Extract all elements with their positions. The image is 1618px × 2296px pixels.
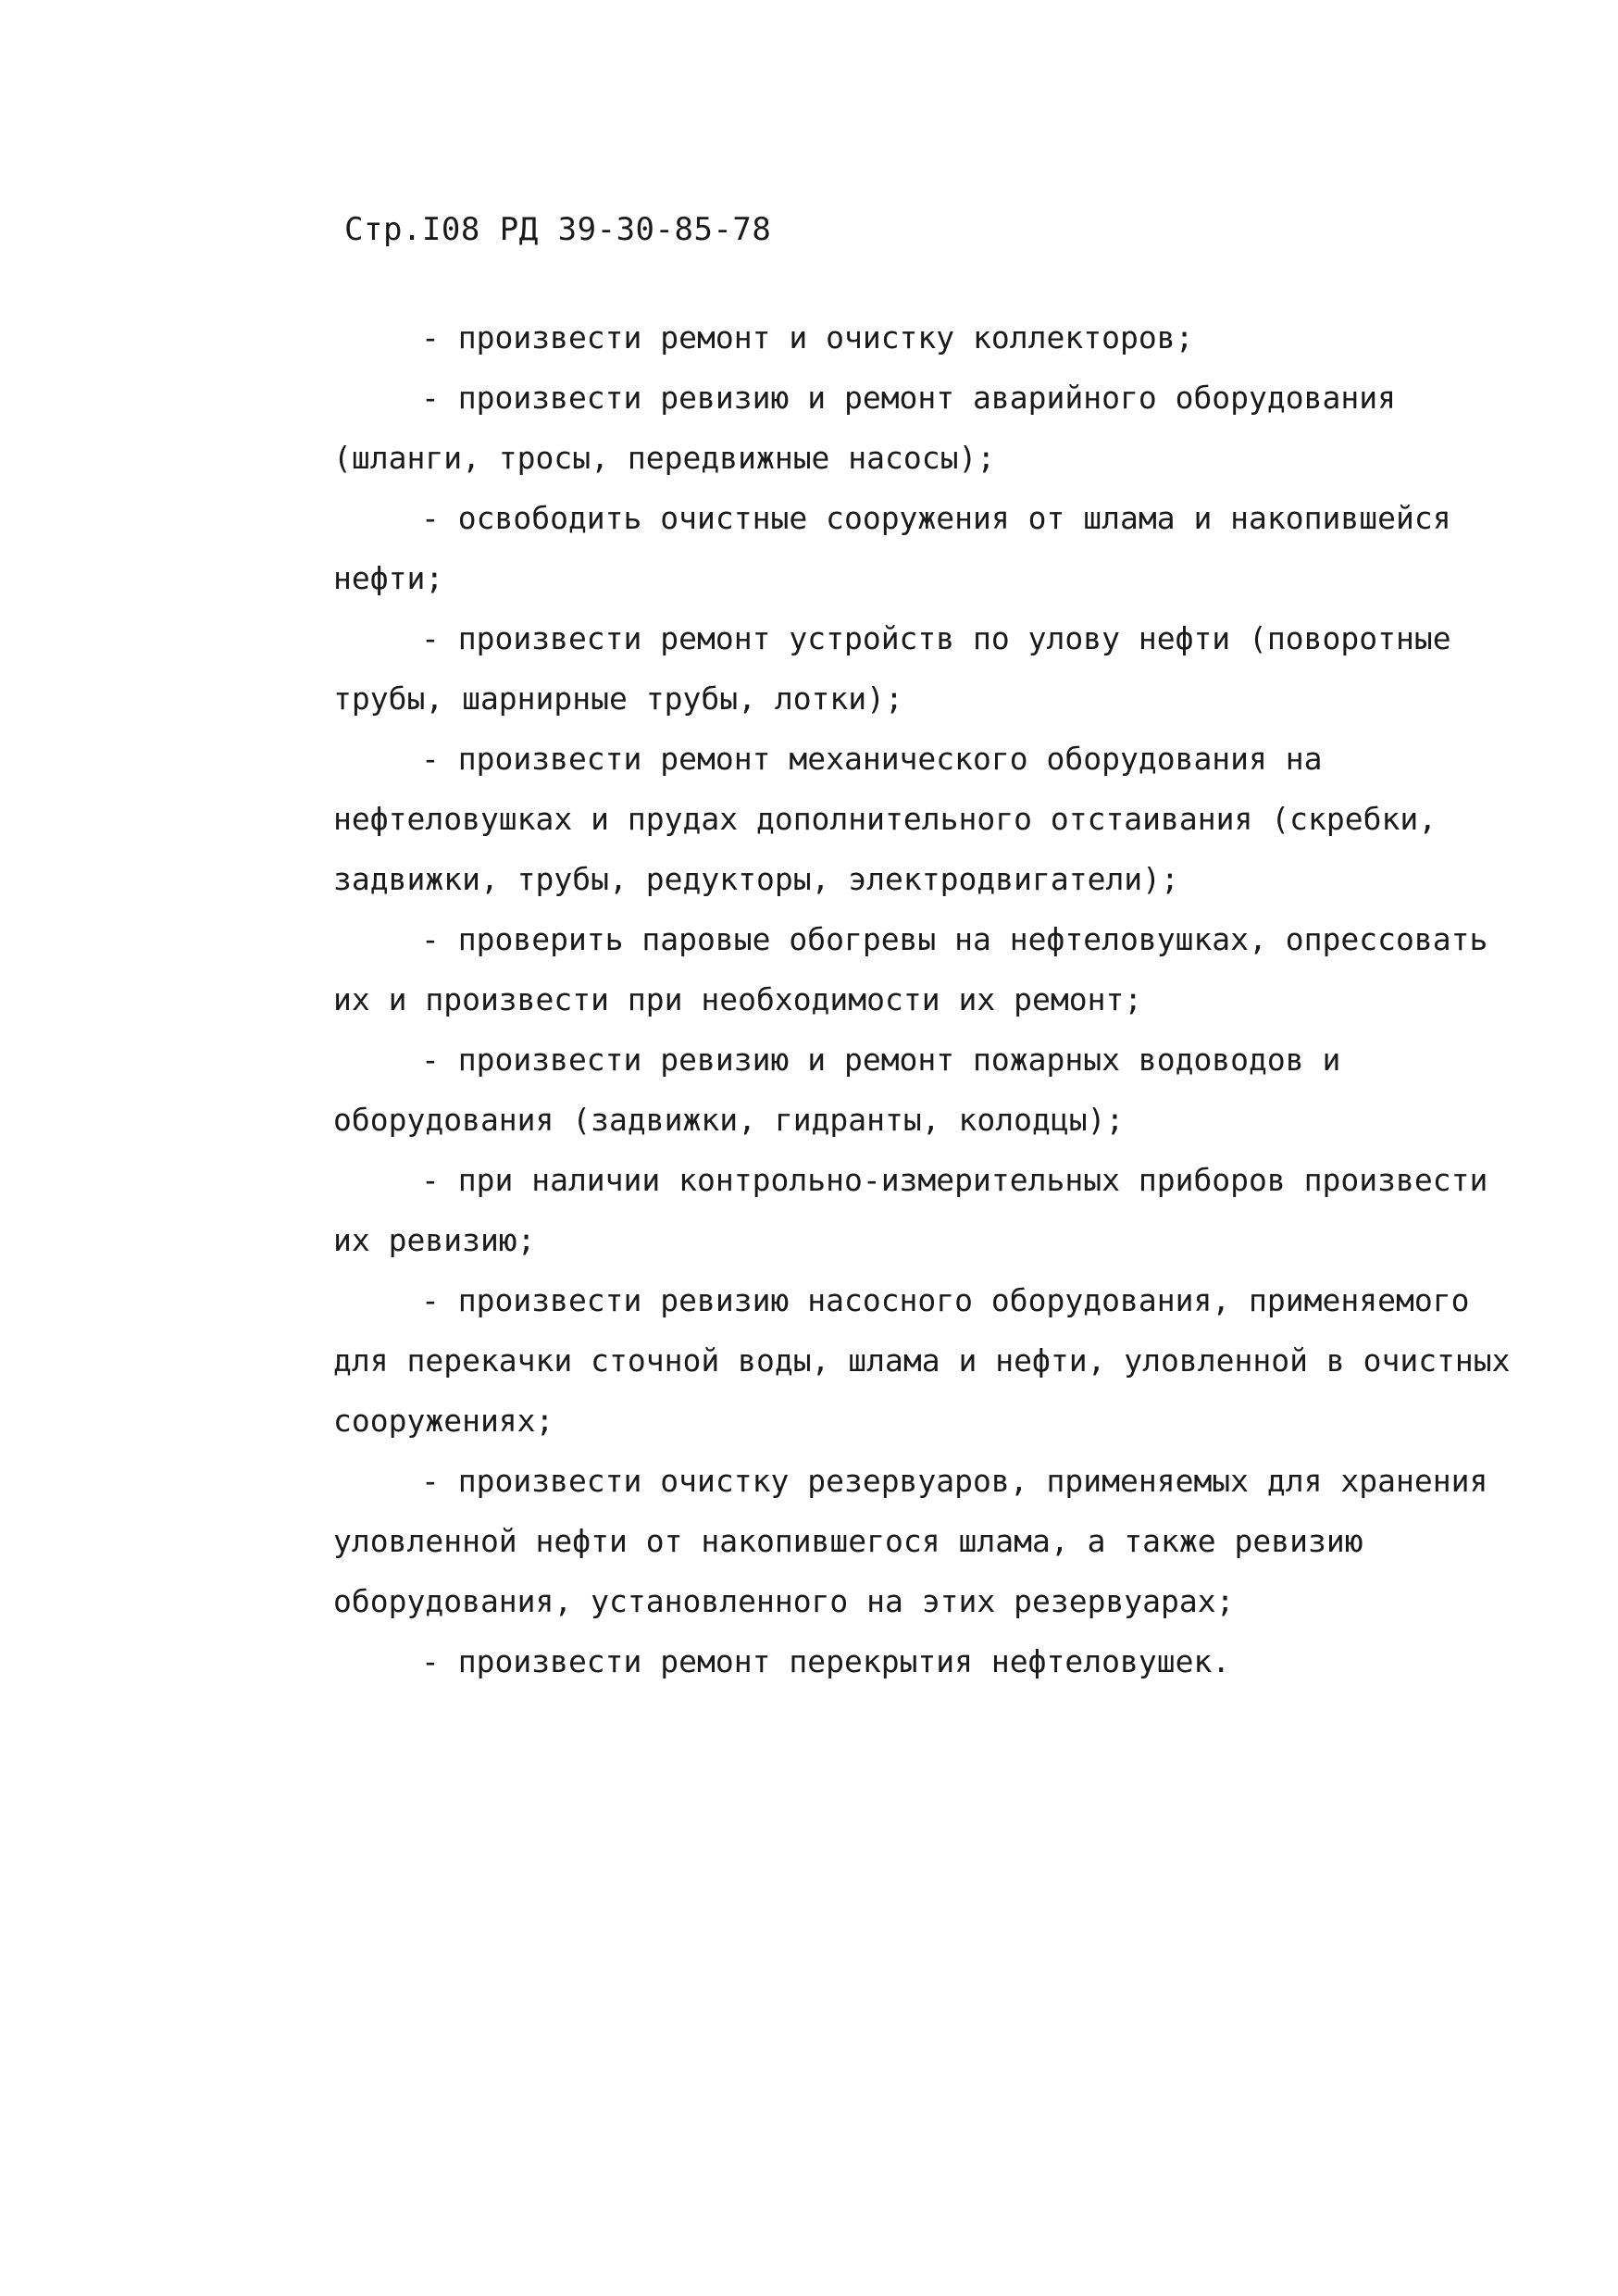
list-item: - освободить очистные сооружения от шлама и накопившейся нефти; <box>333 500 1451 596</box>
list-item: - произвести ревизию и ремонт пожарных водоводов и оборудования (задвижки, гидранты, колодцы); <box>333 1042 1341 1138</box>
document-body <box>333 307 1527 1691</box>
list-item: - произвести ремонт устройств по улову нефти (поворотные трубы, шарнирные трубы, лотки); <box>333 620 1451 717</box>
list-item: - проверить паровые обогревы на нефтеловушках, опрессовать их и произвести при необходимости их ремонт; <box>333 921 1488 1017</box>
list-item: - произвести ревизию и ремонт аварийного оборудования (шланги, тросы, передвижные насосы); <box>333 380 1396 476</box>
list-item: - произвести ремонт перекрытия нефтеловушек. <box>421 1643 1231 1679</box>
list-item: - произвести ремонт механического оборудования на нефтеловушках и прудах дополнительного отстаивания (скребки, задвижки, трубы, редукторы, электродвигатели); <box>333 741 1438 897</box>
list-item: - произвести очистку резервуаров, применяемых для хранения уловленной нефти от накопившегося шлама, а также ревизию оборудования, установленного на этих резервуарах; <box>333 1463 1488 1619</box>
page-header: Стр.I08 РД 39-30-85-78 <box>344 211 772 248</box>
list-item: - произвести ревизию насосного оборудования, применяемого для перекачки сточной воды, шлама и нефти, уловленной в очистных сооружениях; <box>333 1282 1511 1439</box>
list-item: - произвести ремонт и очистку коллекторов; <box>421 319 1194 356</box>
list-item: - при наличии контрольно-измерительных приборов произвести их ревизию; <box>333 1162 1488 1258</box>
